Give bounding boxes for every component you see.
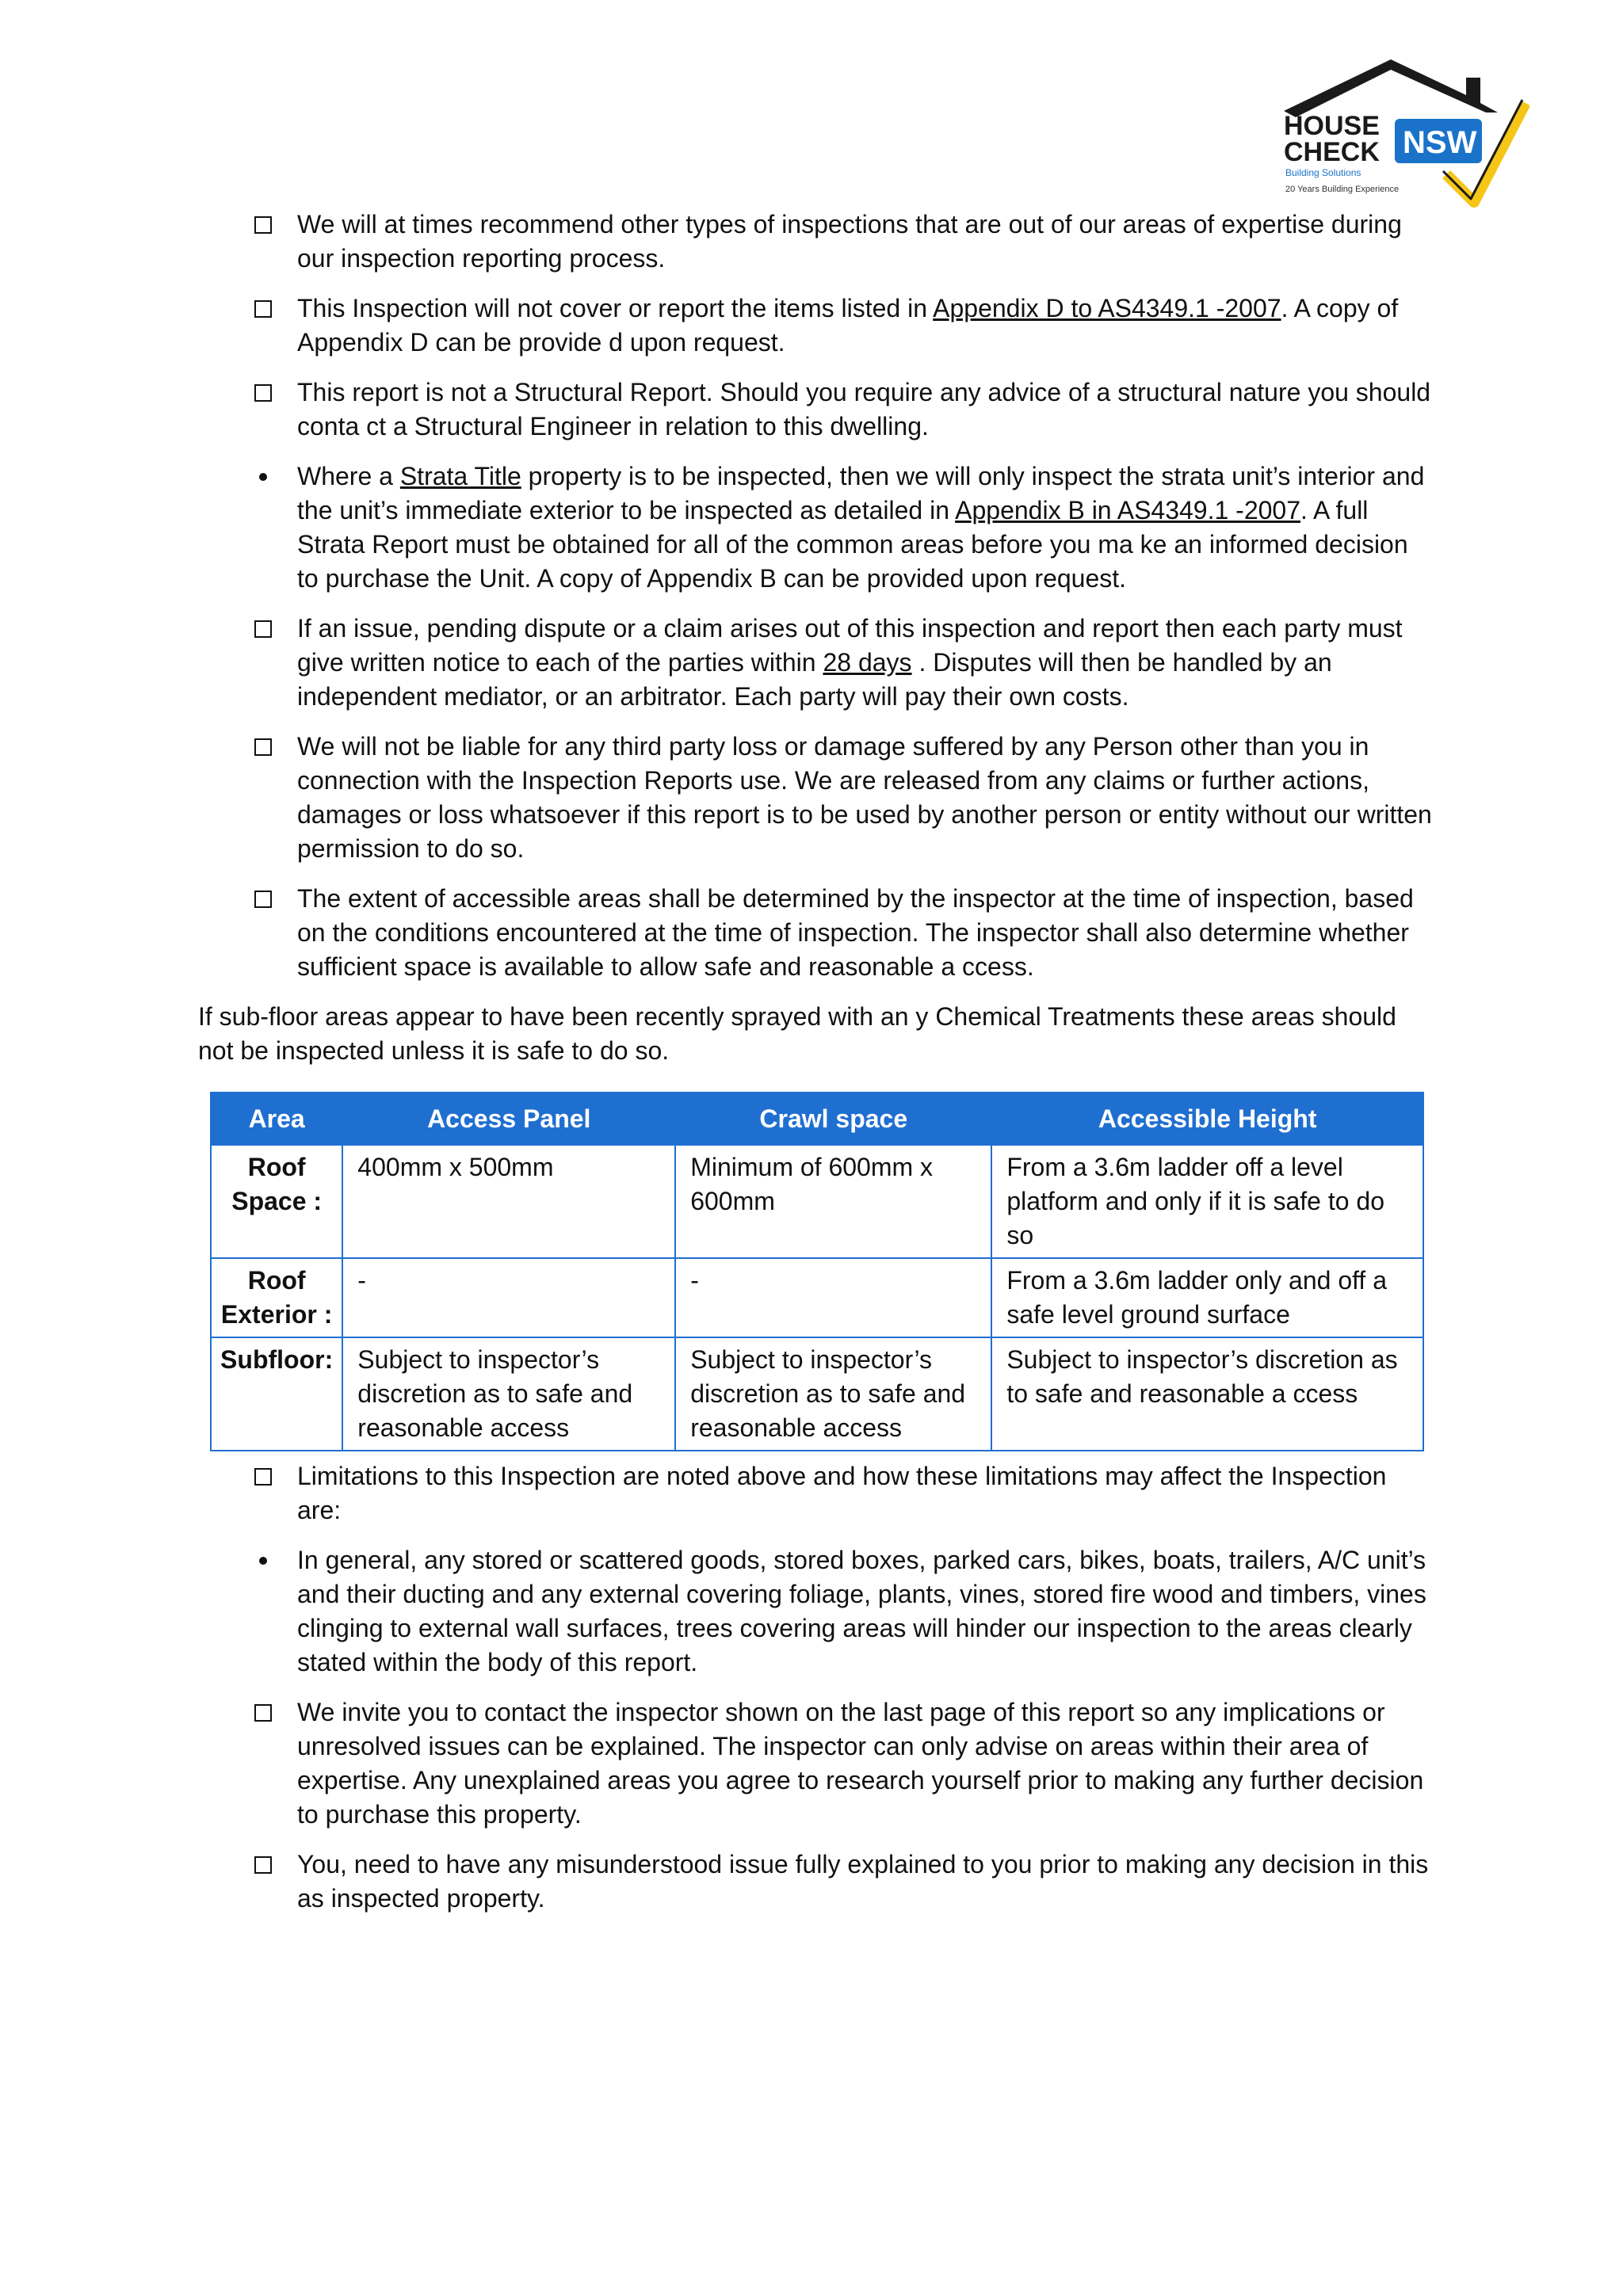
item-underlined-text: Appendix D to AS4349.1 -2007 [933, 294, 1281, 322]
logo-line1: HOUSE [1284, 111, 1380, 141]
list-item [198, 1459, 1434, 1527]
item-underlined-text: Strata Title [399, 462, 521, 490]
table-cell-area: Subfloor: [211, 1337, 342, 1451]
item-text: . A copy of Appendix D can be provide d upon request. [297, 294, 1399, 357]
item-text: You, need to have any misunderstood issue fully explained to you prior to making any decision in this as inspected property. [297, 1850, 1429, 1913]
item-text: We will not be liable for any third party loss or damage suffered by any Person other than you in connection with the Inspection Reports use. We are released from any claims or further actions, damages or loss whatsoever if this report is to be used by another person or entity without our written permission to do so. [297, 732, 1432, 863]
logo-tagline: Building Solutions [1285, 167, 1361, 178]
item-text: Limitations to this Inspection are noted above and how these limitations may affect the Inspection are: [297, 1462, 1387, 1524]
list-item [198, 1543, 1434, 1680]
table-row [211, 1258, 1423, 1337]
list-item [198, 292, 1434, 360]
table-cell-area: Roof Space : [211, 1145, 342, 1258]
item-text: property is to be inspected, then we will only inspect the strata unit’s interior and the unit’s immediate exterior to be inspected as detailed in [297, 462, 1425, 524]
list-item [198, 1848, 1434, 1916]
item-underlined-text: 28 days [823, 648, 912, 677]
table-cell: Subject to inspector’s discretion as to safe and reasonable access [342, 1337, 675, 1451]
item-text: . Disputes will then be handled by an independent mediator, or an arbitrator. Each party will pay their own costs. [297, 648, 1332, 711]
house-check-nsw-logo [1268, 55, 1529, 214]
logo-subtagline: 20 Years Building Experience [1285, 185, 1400, 194]
item-text: . A full Strata Report must be obtained for all of the common areas before you ma ke an informed decision to purchase the Unit. A copy of Appendix B can be provided upon request. [297, 496, 1408, 593]
table-cell: Minimum of 600mm x 600mm [675, 1145, 991, 1258]
item-text: We invite you to contact the inspector shown on the last page of this report so any implications or unresolved issues can be explained. The inspector can only advise on areas within their area of expertise. Any unexplained areas you agree to research yourself prior to making any further decision to purchase this property. [297, 1698, 1424, 1829]
logo-line2: CHECK [1284, 137, 1380, 167]
table-cell: 400mm x 500mm [342, 1145, 675, 1258]
limitations-list [198, 1459, 1434, 1916]
table-cell: - [675, 1258, 991, 1337]
logo-badge: NSW [1403, 125, 1477, 160]
list-item [198, 1695, 1434, 1832]
list-item [198, 208, 1434, 276]
item-text: This Inspection will not cover or report the items listed in [297, 294, 934, 322]
list-item [198, 730, 1434, 866]
item-text: We will at times recommend other types of inspections that are out of our areas of expertise during our inspection reporting process. [297, 210, 1402, 273]
item-text: In general, any stored or scattered goods, stored boxes, parked cars, bikes, boats, trailers, A/C unit’s and their ducting and any external covering foliage, plants, vines, stored fire wood and timbers, vines clinging to external wall surfaces, trees covering areas will hinder our inspection to the areas clearly stated within the body of this report. [297, 1546, 1426, 1676]
table-row [211, 1145, 1423, 1258]
list-item [198, 460, 1434, 596]
document-body [198, 208, 1434, 1932]
table-cell: - [342, 1258, 675, 1337]
item-underlined-text: Appendix B in AS4349.1 -2007 [955, 496, 1301, 524]
list-item [198, 376, 1434, 444]
list-item [198, 882, 1434, 984]
table-header: Crawl space [675, 1093, 991, 1145]
item-text: The extent of accessible areas shall be determined by the inspector at the time of inspection, based on the conditions encountered at the time of inspection. The inspector shall also determine whether sufficient space is available to allow safe and reasonable a ccess. [297, 884, 1414, 981]
item-text: Where a [297, 462, 400, 490]
item-text: This report is not a Structural Report. Should you require any advice of a structural nature you should conta ct a Structural Engineer in relation to this dwelling. [297, 378, 1431, 441]
table-header: Area [211, 1093, 342, 1145]
table-header-row [211, 1093, 1423, 1145]
table-cell-area: Roof Exterior : [211, 1258, 342, 1337]
table-cell: From a 3.6m ladder off a level platform and only if it is safe to do so [991, 1145, 1423, 1258]
list-item [198, 612, 1434, 714]
item-text: If an issue, pending dispute or a claim arises out of this inspection and report then each party must give written notice to each of the parties within [297, 614, 1403, 677]
table-cell: Subject to inspector’s discretion as to safe and reasonable a ccess [991, 1337, 1423, 1451]
table-row [211, 1337, 1423, 1451]
table-cell: Subject to inspector’s discretion as to safe and reasonable access [675, 1337, 991, 1451]
table-header: Accessible Height [991, 1093, 1423, 1145]
table-header: Access Panel [342, 1093, 675, 1145]
conditions-list [198, 208, 1434, 984]
subfloor-paragraph: If sub-floor areas appear to have been recently sprayed with an y Chemical Treatments these areas should not be inspected unless it is safe to do so. [198, 1002, 1396, 1065]
access-areas-table [210, 1092, 1424, 1451]
table-cell: From a 3.6m ladder only and off a safe level ground surface [991, 1258, 1423, 1337]
